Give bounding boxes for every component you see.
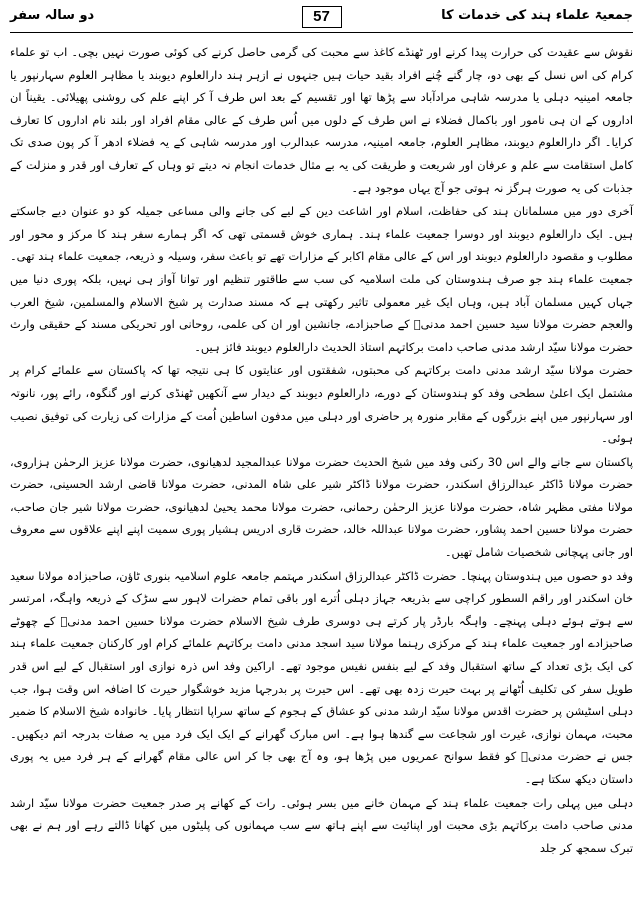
paragraph: حضرت مولانا سیّد ارشد مدنی دامت برکاتہم کی محبتوں، شفقتوں اور عنایتوں کا ہی نتیجہ تھا کہ پاکستان سے علمائے کرام پر مشتمل ایک اعلیٰ سطحی وفد کو ہندوستان کے دورے، دارالعلوم دیوبند کے دیدار سے آنکھیں ٹھنڈی کرنے اور گنگوہ، رائے پور، نانوتہ اور سہارنپور میں اپنے بزرگوں کے مقابر منورہ پر حاضری اور دہلی میں مدفون اساطین اُمت کے مزارات کی زیارت کی توفیق نصیب ہوئی۔ — [10, 363, 633, 446]
paragraph: پاکستان سے جانے والے اس 30 رکنی وفد میں شیخ الحدیث حضرت مولانا عبدالمجید لدھیانوی، حضرت مولانا عزیز الرحمٰن ہزاروی، حضرت مولانا ڈاکٹر عبدالرزاق اسکندر، حضرت مولانا ڈاکٹر شیر علی شاہ المدنی، حضرت مولانا قاضی ارشد الحسینی، حضرت مولانا مفتی مظہر شاہ، حضرت مولانا عزیز الرحمٰن رحمانی، حضرت مولانا محمد یحییٰ لدھیانوی، حضرت مولانا شیر جان صاحب، حضرت مولانا حسین احمد پشاور، حضرت مولانا عبداللہ خالد، حضرت قاری ادریس ہشیار پوری سمیت اپنے اپنے علاقوں سے معروف اور جانی پہچانی شخصیات شامل تھیں۔ — [10, 454, 633, 560]
page-number: 57 — [302, 6, 342, 28]
page-header — [10, 6, 633, 33]
running-title-left: دو سالہ سفر — [10, 8, 95, 23]
running-title-right: جمعیۃ علماء ہند کی خدمات کا — [441, 8, 633, 23]
paragraph: آخری دور میں مسلمانان ہند کی حفاظت، اسلام اور اشاعت دین کے لیے کی جانے والی مساعی جمیلہ کو دو عنوان دیے جاسکتے ہیں۔ ایک دارالعلوم دیوبند اور دوسرا جمعیت علماء ہند۔ ہماری خوش قسمتی تھی کہ اگر ہمارے سفر ہند کا مرکز و محور اور مطلوب و مقصود دارالعلوم دیوبند اور اس کے عالی مقام اکابر کے مزارات تھے تو باعث سفر، وسیلہ و ذریعہ، جمعیت علماء ہند تھی۔ جمعیت علماء ہند جو صرف ہندوستان کی ملت اسلامیہ کی سب سے طاقتور تنظیم اور توانا آواز ہی نہیں، بلکہ پوری دنیا میں جہاں کہیں مسلمان آباد ہیں، وہاں ایک غیر معمولی تاثیر رکھتی ہے کہ مسند صدارت پر شیخ الاسلام والمسلمین، شیخ العرب والعجم حضرت مولانا سید حسین احمد مدنیؒ کے صاحبزادے، جانشین اور ان کی علمی، روحانی اور تحریکی مسند کے حقیقی وارث حضرت مولانا سیّد ارشد مدنی صاحب دامت برکاتہم استاذ الحدیث دارالعلوم دیوبند فائز ہیں۔ — [10, 204, 633, 354]
paragraph: نقوش سے عقیدت کی حرارت پیدا کرنے اور ٹھنڈے کاغذ سے محبت کی گرمی حاصل کرنے کی کوئی صورت نہیں بچی۔ اب تو علماء کرام کی اس نسل کے بھی دو، چار گنے چُنے افراد بقید حیات ہیں جنہوں نے ازہر ہند دارالعلوم دیوبند یا مظاہر العلوم سہارنپور یا جامعہ امینیہ دہلی یا مدرسہ شاہی مرادآباد سے پڑھا تھا اور تقسیم کے بعد اس طرف آ کر اپنے علم کی روشنی پھیلائی۔ یقیناً ان اداروں کے ان ہی نامور اور باکمال فضلاء نے اس طرف کے دلوں میں اُس طرف کے عالی مقام افراد اور بلند نام اداروں کا تعارف کرایا۔ اگر دارالعلوم دیوبند، مظاہر العلوم، جامعہ امینیہ، مدرسہ عبدالرب اور مدرسہ شاہی کے یہ فضلاء ادھر آ کر پون صدی تک کامل استقامت سے علم و عرفان اور شریعت و طریقت کی یہ بے مثال خدمات انجام نہ دیتے تو وہاں کے تعارف اور قدر و منزلت کے جذبات کی یہ صورت ہرگز نہ ہوتی جو آج یہاں موجود ہے۔ — [10, 45, 633, 195]
paragraph: وفد دو حصوں میں ہندوستان پہنچا۔ حضرت ڈاکٹر عبدالرزاق اسکندر مہتمم جامعہ علوم اسلامیہ بنوری ٹاؤن، صاحبزادہ مولانا سعید خان اسکندر اور راقم السطور کراچی سے بذریعہ جہاز دہلی اُترے اور باقی تمام حضرات لاہور سے سڑک کے ذریعہ واہگہ، امرتسر سے ہوتے ہوئے دہلی پہنچے۔ واہگہ بارڈر پار کرتے ہی دوسری طرف شیخ الاسلام حضرت مولانا حسین احمد مدنیؒ کے چھوٹے صاحبزادے اور جمعیت علماء ہند کے مرکزی رہنما مولانا سید اسجد مدنی دامت برکاتہم علمائے کرام اور کارکنان جمعیت علماء ہند کی ایک بڑی تعداد کے ساتھ استقبال وفد کے لیے بنفس نفیس موجود تھے۔ اراکین وفد اس ذرہ نوازی اور استقبال کے لیے اس قدر طویل سفر کی تکلیف اُٹھانے پر بہت حیرت زدہ بھی تھے۔ اس حیرت پر بدرجہا مزید خوشگوار حیرت کا اضافہ اس وقت ہوا، جب دہلی اسٹیشن پر حضرت اقدس مولانا سیّد ارشد مدنی کو عشاق کے ہجوم کے ساتھ سراپا انتظار پایا۔ خانوادہ شیخ الاسلام کا ضمیر محبت، مہمان نوازی، غیرت اور شجاعت سے گندھا ہوا ہے۔ اس مبارک گھرانے کے ایک ایک فرد میں یہ صفات بدرجہ اتم دیکھیں۔ جس نے حضرت مدنیؒ کو فقط سوانح عمریوں میں پڑھا ہو، وہ آج بھی جا کر اس عالی مقام گھرانے کے ہر فرد میں یہ پوری داستان دیکھ سکتا ہے۔ — [10, 568, 633, 786]
page-body — [10, 41, 633, 859]
paragraph: دہلی میں پہلی رات جمعیت علماء ہند کے مہمان خانے میں بسر ہوئی۔ رات کے کھانے پر صدر جمعیت حضرت مولانا سیّد ارشد مدنی صاحب دامت برکاتہم بڑی محبت اور اپنائیت سے اپنے ہاتھ سے سب مہمانوں کی پلیٹوں میں کھانا ڈالتے رہے اور ہم نے بھی تبرک سمجھ کر جلد — [10, 795, 633, 855]
